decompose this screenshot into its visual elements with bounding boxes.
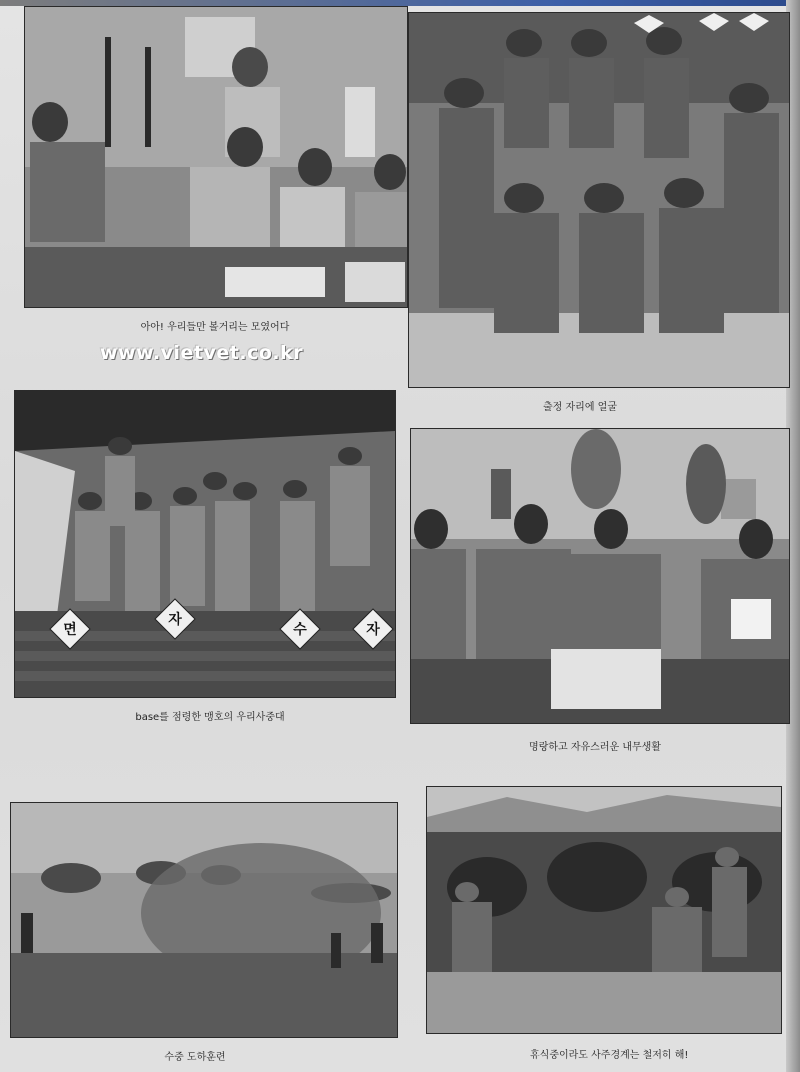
photo-barracks-reading-caption: 아아! 우리들만 볼거리는 모였어다 [140, 322, 290, 333]
photo-soldier-group [408, 12, 790, 388]
bunker-sign-4: 자 [366, 622, 380, 638]
photo-river-crossing [10, 802, 398, 1038]
site-watermark: www.vietvet.co.kr [100, 342, 304, 364]
photo-soldier-group-image [409, 13, 789, 387]
bunker-sign-1: 면 [63, 622, 77, 638]
bunker-sign-2: 자 [168, 612, 182, 628]
photo-field-rest [426, 786, 782, 1034]
photo-field-rest-caption: 휴식중이라도 사주경계는 철저히 해! [530, 1050, 689, 1061]
photo-barracks-reading [24, 6, 408, 308]
photo-river-crossing-caption: 수중 도하훈련 [164, 1052, 226, 1063]
photo-newspaper-reading-image [411, 429, 789, 723]
photo-bunker-squad-image [15, 391, 395, 697]
photo-river-crossing-image [11, 803, 397, 1037]
photo-bunker-squad-caption: base를 점령한 맹호의 우리사중대 [135, 712, 285, 723]
photo-bunker-squad [14, 390, 396, 698]
photo-field-rest-image [427, 787, 781, 1033]
bunker-sign-3: 수 [293, 622, 307, 638]
photo-barracks-reading-image [25, 7, 407, 307]
photo-newspaper-reading [410, 428, 790, 724]
photo-newspaper-reading-caption: 명랑하고 자유스러운 내무생활 [529, 742, 661, 753]
photo-soldier-group-caption: 출정 자리에 얼굴 [543, 402, 617, 413]
